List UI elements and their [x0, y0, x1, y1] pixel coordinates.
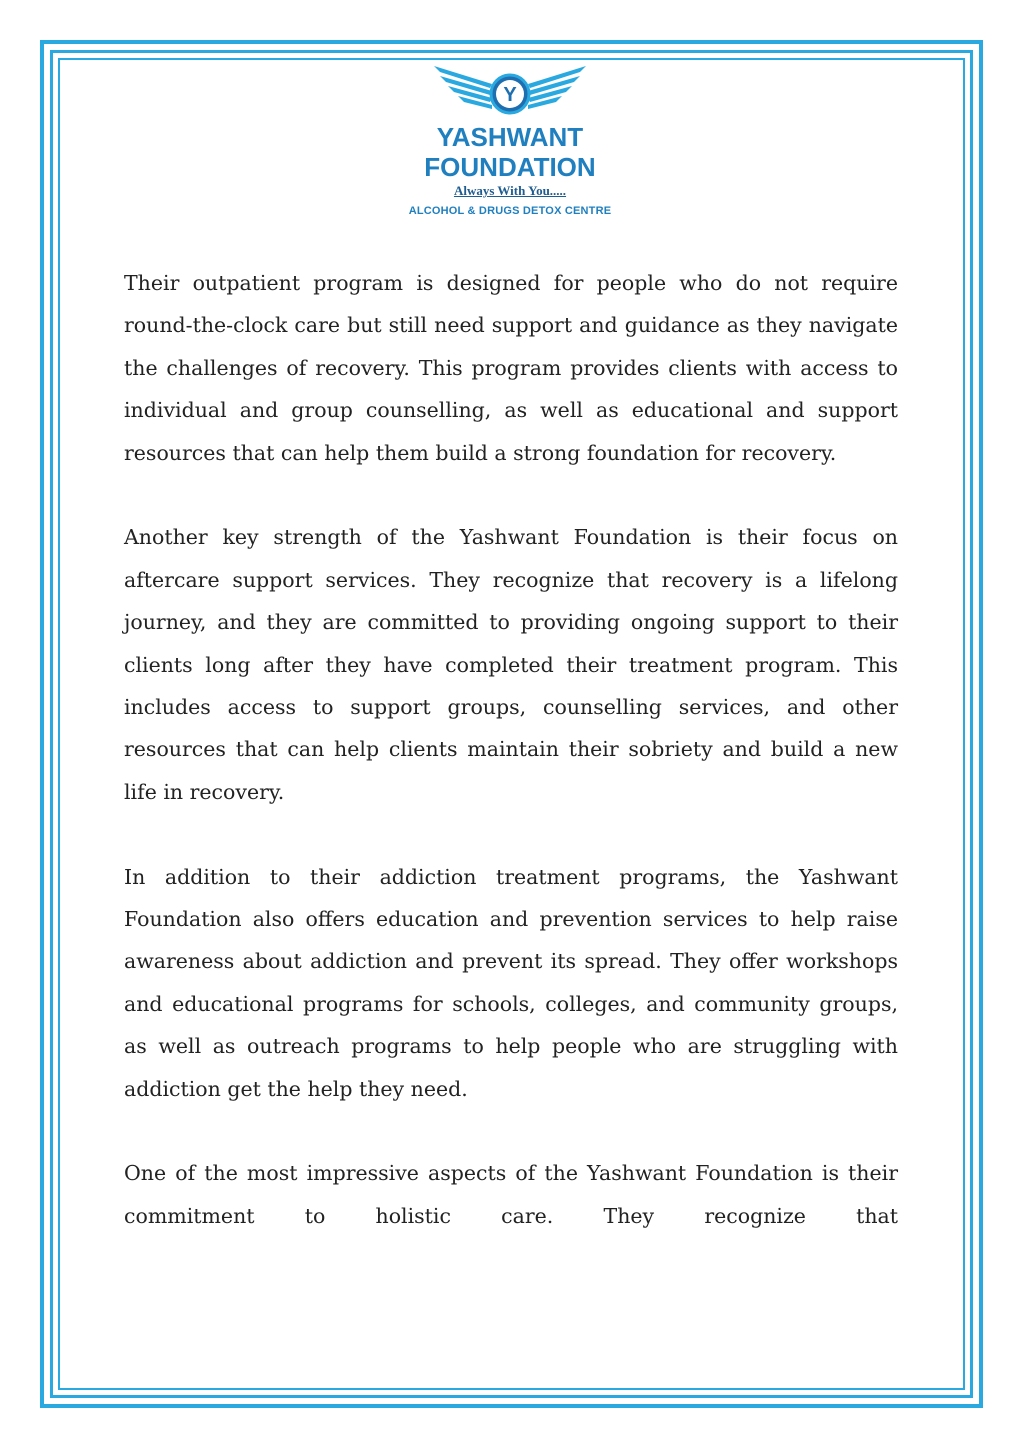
winged-emblem-icon: [430, 64, 590, 120]
paragraph-outpatient-program: Their outpatient program is designed for people who do not require round-the-clock care but still need support and guidance as they navigate the challenges of recovery. This program provides clients with access to individual and group counselling, as well as educational and support resources that can help them build a strong foundation for recovery.: [124, 271, 898, 465]
emblem-letter: Y: [503, 84, 517, 106]
document-body: [124, 262, 898, 1237]
paragraph-aftercare-support: Another key strength of the Yashwant Foundation is their focus on aftercare support services. They recognize that recovery is a lifelong journey, and they are committed to providing ongoing support to their clients long after they have completed their treatment program. This includes access to support groups, counselling services, and other resources that can help clients maintain their sobriety and build a new life in recovery.: [124, 525, 898, 804]
paragraph-education-prevention: In addition to their addiction treatment programs, the Yashwant Foundation also offers education and prevention services to help raise awareness about addiction and prevent its spread. They offer workshops and educational programs for schools, colleges, and community groups, as well as outreach programs to help people who are struggling with addiction get the help they need.: [124, 864, 898, 1101]
foundation-name: YASHWANT FOUNDATION: [424, 122, 596, 182]
foundation-subtitle: ALCOHOL & DRUGS DETOX CENTRE: [408, 205, 612, 217]
foundation-tagline: Always With You.....: [453, 183, 567, 198]
paragraph-holistic-care: One of the most impressive aspects of the Yashwant Foundation is their commitment to holistic care. They recognize that: [124, 1161, 898, 1228]
foundation-logo: [355, 64, 665, 217]
